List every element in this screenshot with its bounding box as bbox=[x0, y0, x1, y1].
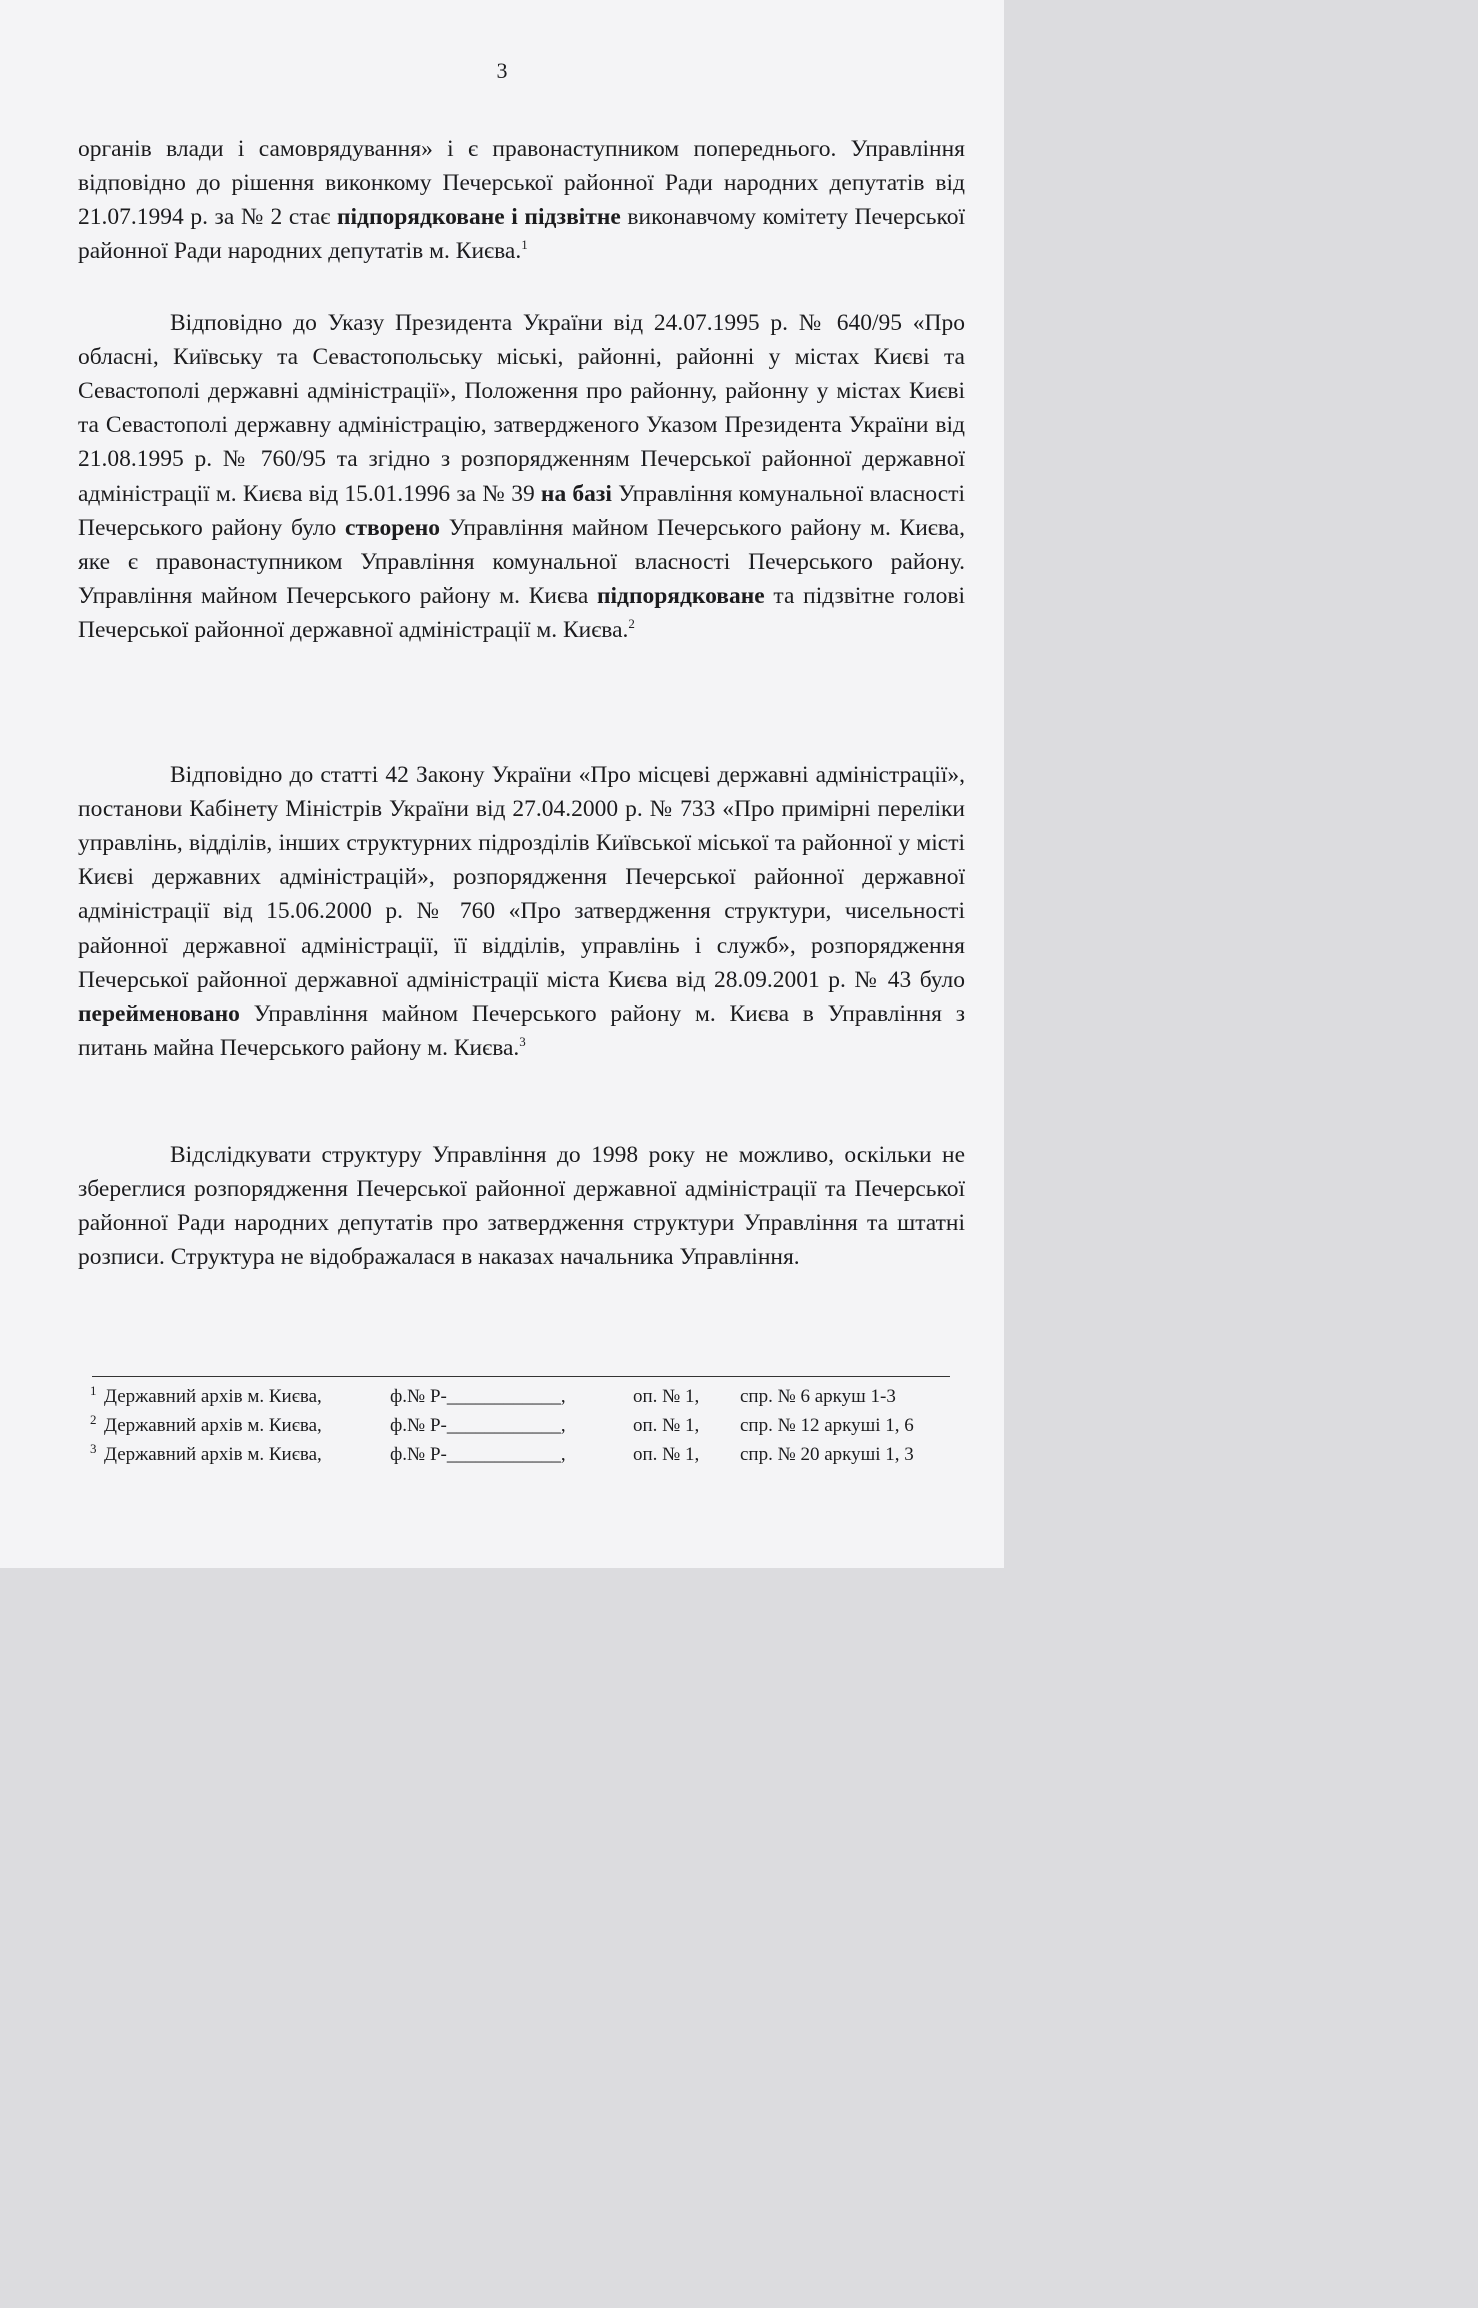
document-page bbox=[0, 0, 1004, 1568]
footnote-number: 1 bbox=[90, 1383, 97, 1398]
paragraph-text: Управління майном Печерського району м. Києва в Управління з питань майна Печерського району м. Києва. bbox=[78, 1000, 965, 1062]
paragraph-text: Відповідно до Указу Президента України від 24.07.1995 р. № 640/95 «Про обласні, Київську та Севастопольську міські, районні, районні у містах Києві та Севастополі державні адміністрації», Положення про районну, районну у містах Києві та Севастополі державну адміністрацію, затвердженого Указом Президента України від 21.08.1995 р. № 760/95 та згідно з розпорядженням Печерської районної державної адміністрації м. Києва від 15.01.1996 за № 39 bbox=[78, 309, 965, 507]
footnote-fond: ф.№ Р-____________, bbox=[390, 1415, 566, 1436]
emphasized-text: на базі bbox=[540, 480, 612, 507]
paragraph-text: та підзвітне голові Печерської районної державної адміністрації м. Києва. bbox=[78, 583, 965, 644]
footnote-reference: 2 bbox=[628, 616, 635, 632]
footnote-number: 2 bbox=[90, 1412, 97, 1427]
footnotes bbox=[90, 1382, 970, 1469]
emphasized-text: перейменовано bbox=[78, 1000, 240, 1027]
footnote-fond: ф.№ Р-____________, bbox=[390, 1386, 566, 1407]
emphasized-text: створено bbox=[345, 514, 441, 541]
paragraph-text: Відповідно до статті 42 Закону України «Про місцеві державні адміністрації», постанови Кабінету Міністрів України від 27.04.2000 р. № 733 «Про примірні переліки управлінь, відділів, інших структурних підрозділів Київської міської та районної у місті Києві державних адміністрацій», розпорядження Печерської районної державної адміністрації від 15.06.2000 р. № 760 «Про затвердження структури, чисельності районної державної адміністрації, її відділів, управлінь і служб», розпорядження Печерської районної державної адміністрації міста Києва від 28.09.2001 р. № 43 було bbox=[78, 761, 965, 993]
paragraph-text: органів влади і самоврядування» і є правонаступником попереднього. Управління відповідно до рішення виконкому Печерської районної Ради народних депутатів від 21.07.1994 р. за № 2 стає bbox=[78, 135, 965, 230]
footnote-sprava: спр. № 20 аркуші 1, 3 bbox=[740, 1444, 914, 1465]
footnote-reference: 3 bbox=[519, 1034, 526, 1050]
paragraph-2 bbox=[78, 306, 965, 648]
footnote-archive: Державний архів м. Києва, bbox=[104, 1415, 322, 1436]
paragraph-text: Відслідкувати структуру Управління до 1998 року не можливо, оскільки не збереглися розпорядження Печерської районної державної адміністрації та Печерської районної Ради народних депутатів про затвердження структури Управління та штатні розписи. Структура не відображалася в наказах начальника Управління. bbox=[78, 1141, 965, 1271]
footnote-reference: 1 bbox=[521, 237, 528, 253]
footnote-divider bbox=[92, 1376, 950, 1377]
footnote-opys: оп. № 1, bbox=[633, 1386, 700, 1407]
footnote-archive: Державний архів м. Києва, bbox=[104, 1386, 322, 1407]
footnote-sprava: спр. № 12 аркуші 1, 6 bbox=[740, 1415, 914, 1436]
page-number: 3 bbox=[496, 58, 508, 83]
paragraph-text: Управління майном Печерського району м. Києва, яке є правонаступником Управління комунальної власності Печерського району. Управління майном Печерського району м. Києва bbox=[78, 514, 965, 610]
paragraph-text: виконавчому комітету Печерської районної Ради народних депутатів м. Києва. bbox=[78, 203, 965, 265]
paragraph-4 bbox=[78, 1138, 965, 1275]
footnote-2 bbox=[90, 1411, 970, 1440]
footnote-3 bbox=[90, 1440, 970, 1469]
footnote-archive: Державний архів м. Києва, bbox=[104, 1444, 322, 1465]
footnote-number: 3 bbox=[90, 1441, 97, 1456]
emphasized-text: підпорядковане bbox=[596, 583, 765, 610]
paragraph-3 bbox=[78, 758, 965, 1066]
footnote-sprava: спр. № 6 аркуш 1-3 bbox=[740, 1386, 896, 1407]
emphasized-text: підпорядковане і підзвітне bbox=[336, 203, 621, 230]
footnote-opys: оп. № 1, bbox=[633, 1415, 700, 1436]
footnote-fond: ф.№ Р-____________, bbox=[390, 1444, 566, 1465]
footnote-1 bbox=[90, 1382, 970, 1411]
paragraph-1 bbox=[78, 132, 965, 269]
paragraph-text: Управління комунальної власності Печерського району було bbox=[78, 480, 965, 541]
footnote-opys: оп. № 1, bbox=[633, 1444, 700, 1465]
